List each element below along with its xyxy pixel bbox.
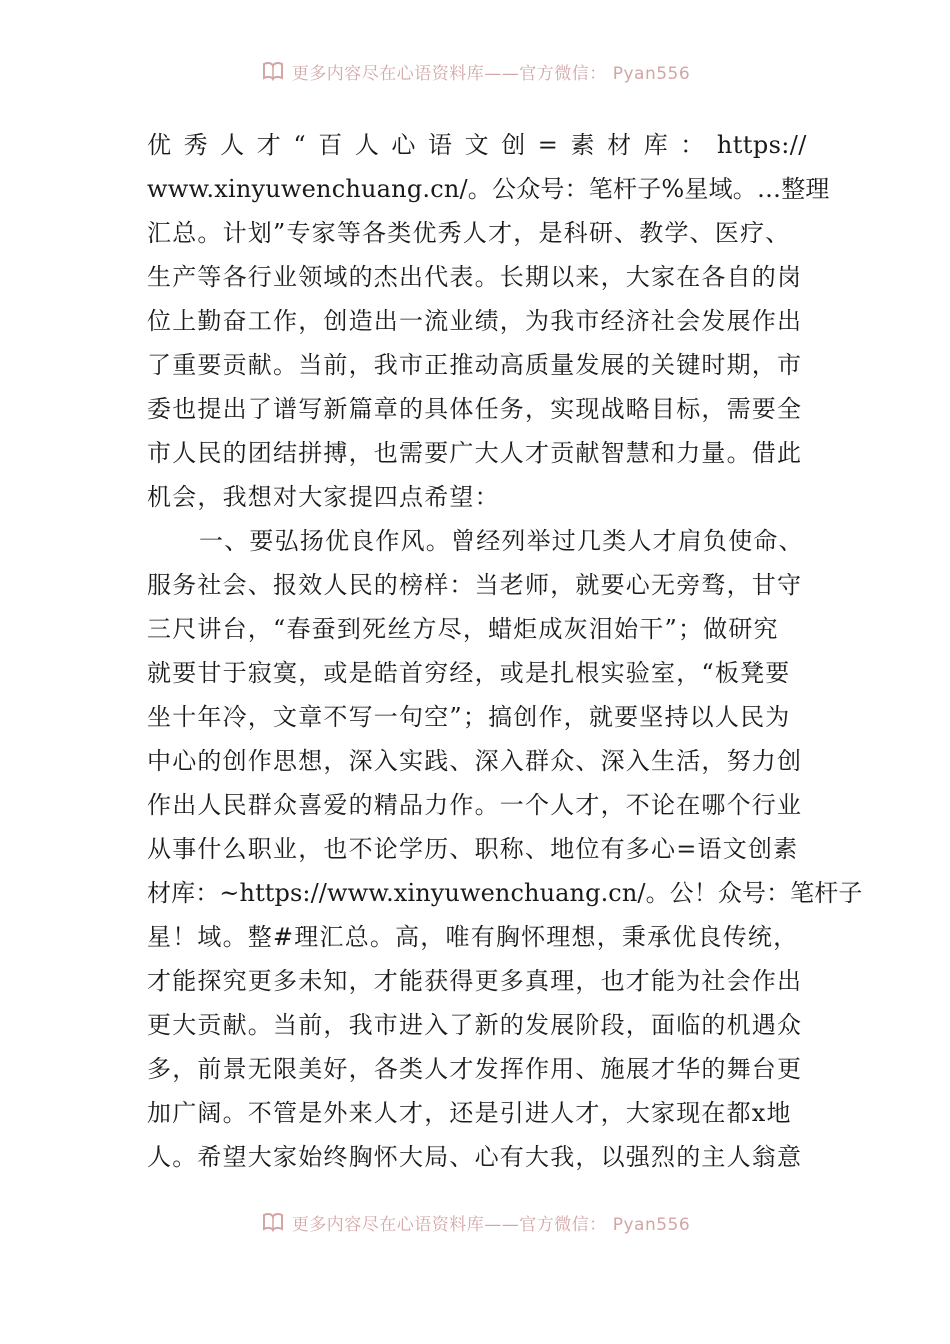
text-line-6: 了重要贡献。当前，我市正推动高质量发展的关键时期，市 xyxy=(147,351,803,379)
text-line-16: 作出人民群众喜爱的精品力作。一个人才，不论在哪个行业 xyxy=(147,791,803,819)
justified-glyph: 创 xyxy=(501,131,526,159)
justified-glyph: 人 xyxy=(220,131,245,159)
watermark-text: 更多内容尽在心语资料库——官方微信： Pyan556 xyxy=(291,63,691,84)
text-line-13: 就要甘于寂寞，或是皓首穷经，或是扎根实验室，“板凳要 xyxy=(147,659,791,687)
text-line-18: 材库：~https://www.xinyuwenchuang.cn/。公！众号：笔杆子 xyxy=(147,879,863,907)
justified-glyph: 语 xyxy=(428,131,453,159)
text-line-23: 加广阔。不管是外来人才，还是引进人才，大家现在都x地 xyxy=(147,1099,792,1127)
footer-watermark xyxy=(0,1207,950,1237)
justified-glyph: 材 xyxy=(607,131,632,159)
watermark-text: 更多内容尽在心语资料库——官方微信： Pyan556 xyxy=(291,1214,691,1235)
text-line-9: 机会，我想对大家提四点希望： xyxy=(147,483,500,511)
text-line-17: 从事什么职业，也不论学历、职称、地位有多心=语文创素 xyxy=(147,835,799,863)
header-watermark xyxy=(0,56,950,86)
justified-glyph: 库 xyxy=(643,131,669,159)
justified-glyph: 素 xyxy=(570,131,595,159)
text-line-22: 多，前景无限美好，各类人才发挥作用、施展才华的舞台更 xyxy=(147,1055,803,1083)
justified-glyph: = xyxy=(537,131,559,159)
justified-glyph: 优 xyxy=(147,131,172,159)
text-line-12: 三尺讲台，“春蚕到死丝方尽，蜡炬成灰泪始干”；做研究 xyxy=(147,615,779,643)
text-line-11: 服务社会、报效人民的榜样：当老师，就要心无旁骛，甘守 xyxy=(147,571,803,599)
text-line-7: 委也提出了谱写新篇章的具体任务，实现战略目标，需要全 xyxy=(147,395,803,423)
text-line-2: www.xinyuwenchuang.cn/。公众号：笔杆子%星域。…整理 xyxy=(147,175,830,203)
text-line-15: 中心的创作思想，深入实践、深入群众、深入生活，努力创 xyxy=(147,747,803,775)
text-line-21: 更大贡献。当前，我市进入了新的发展阶段，面临的机遇众 xyxy=(147,1011,803,1039)
justified-glyph: ： xyxy=(680,131,705,159)
book-logo-icon xyxy=(260,1209,286,1235)
text-line-19: 星！域。整#理汇总。高，唯有胸怀理想，秉承优良传统， xyxy=(147,923,799,951)
justified-glyph: https:// xyxy=(716,131,807,159)
text-line-8: 市人民的团结拼搏，也需要广大人才贡献智慧和力量。借此 xyxy=(147,439,803,467)
text-line-20: 才能探究更多未知，才能获得更多真理，也才能为社会作出 xyxy=(147,967,803,995)
justified-glyph: 文 xyxy=(464,131,490,159)
text-line-14: 坐十年冷，文章不写一句空”；搞创作，就要坚持以人民为 xyxy=(147,703,791,731)
text-line-24: 人。希望大家始终胸怀大局、心有大我，以强烈的主人翁意 xyxy=(147,1143,803,1171)
paragraph-heading-1: 一、要弘扬优良作风。曾经列举过几类人才肩负使命、 xyxy=(199,527,804,555)
justified-glyph: “ xyxy=(293,131,307,159)
justified-glyph: 才 xyxy=(256,131,282,159)
text-line-5: 位上勤奋工作，创造出一流业绩，为我市经济社会发展作出 xyxy=(147,307,803,335)
justified-glyph: 心 xyxy=(391,131,416,159)
justified-glyph: 人 xyxy=(354,131,380,159)
justified-glyph: 秀 xyxy=(183,131,208,159)
document-body xyxy=(147,123,863,1179)
text-line-4: 生产等各行业领域的杰出代表。长期以来，大家在各自的岗 xyxy=(147,263,803,291)
justified-glyph: 百 xyxy=(318,131,343,159)
text-line-1 xyxy=(147,123,807,167)
book-logo-icon xyxy=(260,58,286,84)
text-line-3: 汇总。计划”专家等各类优秀人才，是科研、教学、医疗、 xyxy=(147,219,791,247)
